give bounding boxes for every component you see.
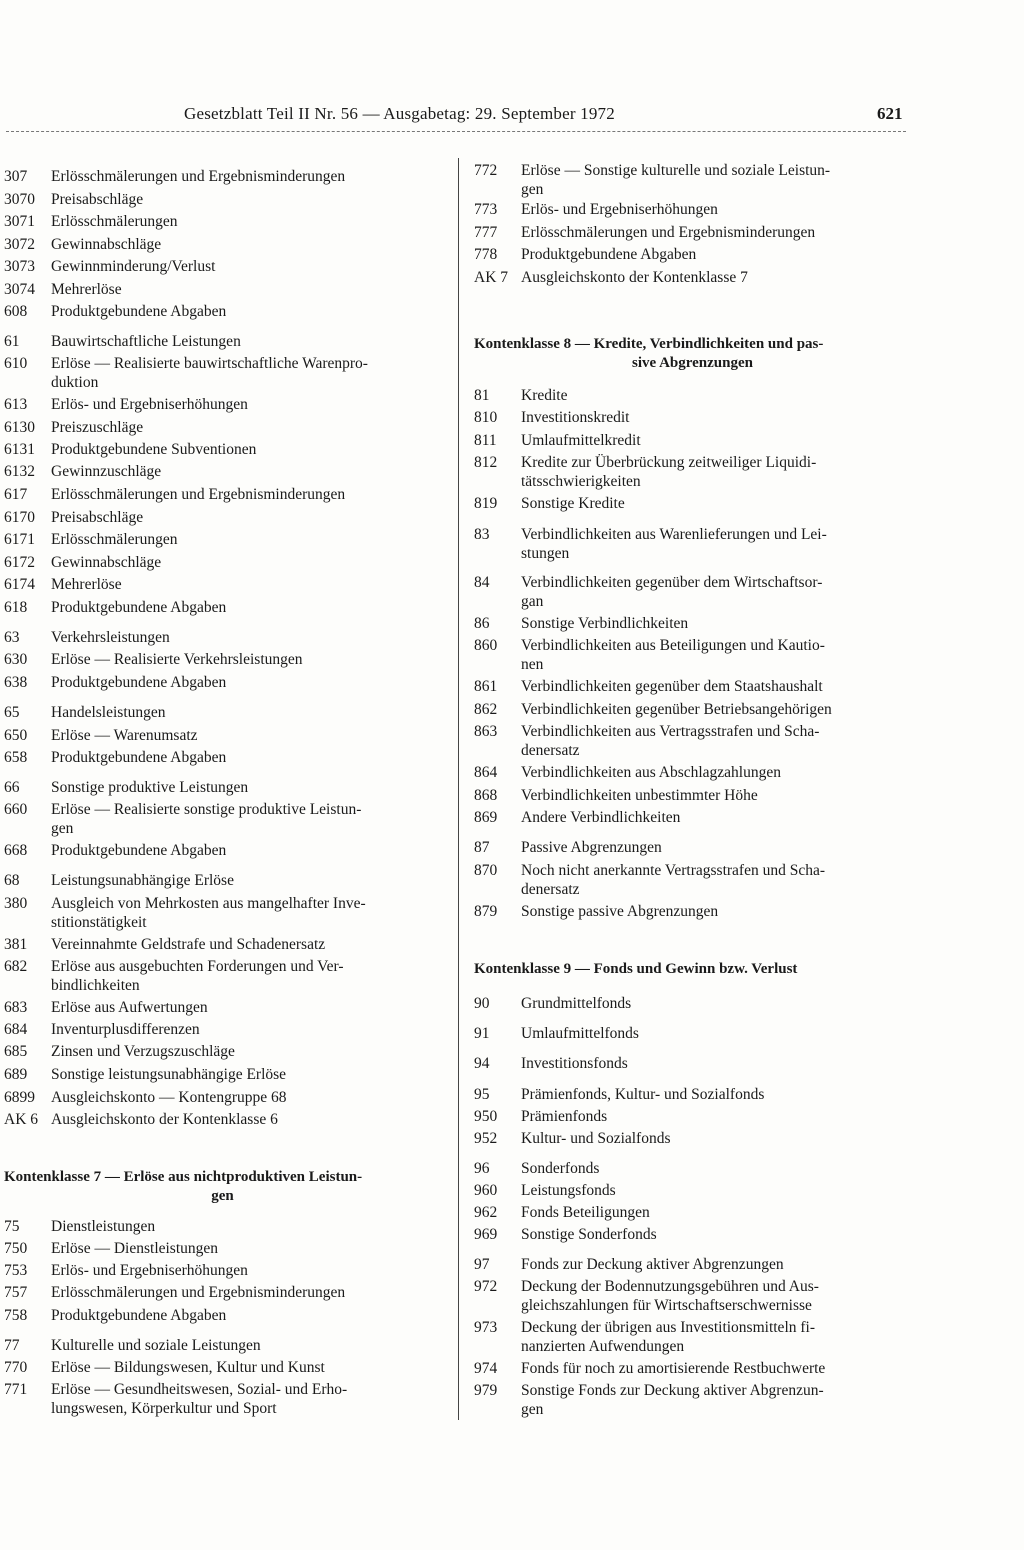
account-label-line: Verbindlichkeiten gegenüber dem Staatshaushalt <box>521 678 823 695</box>
account-entry <box>0 574 911 611</box>
account-label-line: Gewinnabschläge <box>51 236 162 253</box>
account-label-line: Verbindlichkeiten unbestimmter Höhe <box>521 787 758 804</box>
account-label-line: Preiszuschläge <box>51 419 144 436</box>
account-label-line: nanzierten Aufwendungen <box>521 1337 685 1355</box>
account-label <box>51 303 441 322</box>
account-code: 772 <box>474 162 498 179</box>
account-code: 630 <box>4 651 28 668</box>
account-code: 75 <box>4 1218 20 1235</box>
account-code: 870 <box>474 862 498 879</box>
account-label-line: gan <box>521 592 544 610</box>
account-code: AK 7 <box>474 269 509 286</box>
account-label-line: nen <box>521 655 544 673</box>
account-label-line: Inventurplusdifferenzen <box>51 1021 200 1038</box>
account-label-line: Investitionsfonds <box>521 1055 628 1072</box>
account-label <box>521 526 911 563</box>
account-code: 684 <box>4 1021 28 1038</box>
account-code: 860 <box>474 637 498 654</box>
account-code: 862 <box>474 701 498 718</box>
account-code: 869 <box>474 809 498 826</box>
account-label <box>521 862 911 899</box>
account-entry <box>0 1226 911 1245</box>
account-label-line: duktion <box>51 373 99 391</box>
account-entry <box>0 839 911 858</box>
account-label-line: Fonds zur Deckung aktiver Abgrenzungen <box>521 1256 784 1273</box>
account-label-line: Kredite zur Überbrückung zeitweiliger Liquidi- <box>521 454 817 471</box>
account-label-line: Gewinnabschläge <box>51 554 162 571</box>
account-code: 682 <box>4 958 28 975</box>
account-code: 6174 <box>4 576 35 593</box>
account-label <box>521 1382 911 1419</box>
account-entry <box>0 1182 911 1201</box>
account-label <box>521 903 911 922</box>
account-label-line: Produktgebundene Abgaben <box>51 842 227 859</box>
account-label <box>521 1160 911 1179</box>
account-entry <box>0 1130 911 1149</box>
account-label <box>521 495 911 514</box>
account-label-line: gen <box>51 819 74 837</box>
account-code: 618 <box>4 599 28 616</box>
account-code: 66 <box>4 779 20 796</box>
account-label-line: Umlaufmittelkredit <box>521 432 641 449</box>
section-heading-line: gen <box>211 1187 234 1204</box>
account-label-line: Produktgebundene Abgaben <box>51 674 227 691</box>
account-code: 810 <box>474 409 498 426</box>
account-label <box>521 723 911 760</box>
account-entry <box>0 809 911 828</box>
account-code: 758 <box>4 1307 28 1324</box>
account-code: 658 <box>4 749 28 766</box>
account-code: 960 <box>474 1182 498 1199</box>
account-entry <box>0 495 911 514</box>
account-label <box>51 958 441 995</box>
account-code: 863 <box>474 723 498 740</box>
account-label-line: Erlösschmälerungen und Ergebnisminderungen <box>51 486 346 503</box>
account-code: 6130 <box>4 419 35 436</box>
account-code: 83 <box>474 526 490 543</box>
account-entry <box>0 162 911 199</box>
account-entry <box>0 224 911 243</box>
account-code: 660 <box>4 801 28 818</box>
account-code: 969 <box>474 1226 498 1243</box>
account-label <box>521 839 911 858</box>
account-label-line: Erlösschmälerungen und Ergebnisminderungen <box>51 168 346 185</box>
account-label-line: Vereinnahmte Geldstrafe und Schadenersatz <box>51 936 326 953</box>
account-label <box>521 1278 911 1315</box>
account-label-line: Ausgleichskonto der Kontenklasse 7 <box>521 269 748 286</box>
account-code: 974 <box>474 1360 498 1377</box>
account-code: 771 <box>4 1381 28 1398</box>
account-label-line: Mehrerlöse <box>51 281 122 298</box>
account-code: 868 <box>474 787 498 804</box>
account-code: 6131 <box>4 441 35 458</box>
account-label-line: Erlöse — Realisierte Verkehrsleistungen <box>51 651 303 668</box>
account-entry <box>0 1360 911 1379</box>
account-label-line: Verbindlichkeiten aus Warenlieferungen und Lei- <box>521 526 827 543</box>
account-code: 979 <box>474 1382 498 1399</box>
account-label <box>521 1256 911 1275</box>
page-header-title: Gesetzblatt Teil II Nr. 56 — Ausgabetag: 29. September 1972 <box>184 104 615 123</box>
account-label <box>521 1025 911 1044</box>
account-label-line: Erlöse — Bildungswesen, Kultur und Kunst <box>51 1359 325 1376</box>
account-label-line: Prämienfonds <box>521 1108 608 1125</box>
account-label-line: Produktgebundene Abgaben <box>521 246 697 263</box>
section-heading-line: sive Abgrenzungen <box>632 354 753 371</box>
account-label-line: Verbindlichkeiten aus Abschlagzahlungen <box>521 764 781 781</box>
account-label-line: Erlöse — Sonstige kulturelle und soziale Leistun- <box>521 162 831 179</box>
account-label <box>521 1130 911 1149</box>
account-label-line: Deckung der übrigen aus Investitionsmitteln fi- <box>521 1319 816 1336</box>
account-label <box>521 224 911 243</box>
account-label-line: Erlösschmälerungen <box>51 531 178 548</box>
account-code: 683 <box>4 999 28 1016</box>
account-code: 65 <box>4 704 20 721</box>
account-entry <box>0 269 911 288</box>
account-label-line: Erlösschmälerungen und Ergebnisminderungen <box>51 1284 346 1301</box>
account-label-line: Zinsen und Verzugszuschläge <box>51 1043 235 1060</box>
account-label-line: Gewinnminderung/Verlust <box>51 258 216 275</box>
account-label-line: Kredite <box>521 387 568 404</box>
page-number: 621 <box>877 104 903 123</box>
account-entry <box>0 615 911 634</box>
account-label-line: Passive Abgrenzungen <box>521 839 662 856</box>
account-label-line: Fonds Beteiligungen <box>521 1204 650 1221</box>
account-code: 685 <box>4 1043 28 1060</box>
account-label-line: Produktgebundene Abgaben <box>51 1307 227 1324</box>
account-label-line: Erlöse — Warenumsatz <box>51 727 198 744</box>
account-label-line: Kultur- und Sozialfonds <box>521 1130 671 1147</box>
account-label <box>521 678 911 697</box>
account-label-line: Gewinnzuschläge <box>51 463 162 480</box>
account-entry <box>0 764 911 783</box>
account-label-line: Verkehrsleistungen <box>51 629 170 646</box>
account-entry <box>0 333 441 352</box>
account-label-line: Verbindlichkeiten aus Vertragsstrafen und Scha- <box>521 723 820 740</box>
account-label-line: Ausgleichskonto — Kontengruppe 68 <box>51 1089 287 1106</box>
account-label-line: Fonds für noch zu amortisierende Restbuchwerte <box>521 1360 826 1377</box>
account-code: 608 <box>4 303 28 320</box>
account-label-line: Erlöse — Realisierte sonstige produktive Leistun- <box>51 801 362 818</box>
account-label-line: Verbindlichkeiten aus Beteiligungen und Kautio- <box>521 637 825 654</box>
account-code: 962 <box>474 1204 498 1221</box>
account-code: 650 <box>4 727 28 744</box>
account-label <box>521 246 911 265</box>
account-code: 610 <box>4 355 28 372</box>
account-code: 3074 <box>4 281 35 298</box>
account-code: 3072 <box>4 236 35 253</box>
account-label-line: Andere Verbindlichkeiten <box>521 809 681 826</box>
account-label <box>521 432 911 451</box>
account-code: 3071 <box>4 213 35 230</box>
account-entry <box>0 1055 911 1074</box>
account-code: 87 <box>474 839 490 856</box>
account-label-line: denersatz <box>521 880 580 898</box>
account-code: 6132 <box>4 463 35 480</box>
account-label <box>521 637 911 674</box>
account-code: 94 <box>474 1055 490 1072</box>
account-label-line: Produktgebundene Subventionen <box>51 441 257 458</box>
account-code: 973 <box>474 1319 498 1336</box>
account-label <box>521 387 911 406</box>
account-label <box>521 1055 911 1074</box>
account-code: 879 <box>474 903 498 920</box>
account-entry <box>0 1319 911 1356</box>
account-label-line: Sonstige leistungsunabhängige Erlöse <box>51 1066 287 1083</box>
account-code: 6172 <box>4 554 35 571</box>
account-entry <box>0 678 911 697</box>
account-label-line: bindlichkeiten <box>51 976 140 994</box>
account-code: 95 <box>474 1086 490 1103</box>
account-entry <box>0 1278 911 1315</box>
account-label-line: Ausgleichskonto der Kontenklasse 6 <box>51 1111 278 1128</box>
account-code: 77 <box>4 1337 20 1354</box>
account-code: 638 <box>4 674 28 691</box>
account-code: 617 <box>4 486 28 503</box>
account-label-line: Handelsleistungen <box>51 704 166 721</box>
account-label-line: Sonstige Fonds zur Deckung aktiver Abgrenzun- <box>521 1382 824 1399</box>
account-entry <box>0 303 441 322</box>
section-heading <box>474 960 911 979</box>
account-label-line: gen <box>521 1400 544 1418</box>
account-label <box>521 1108 911 1127</box>
account-code: 6899 <box>4 1089 35 1106</box>
account-label-line: gen <box>521 180 544 198</box>
account-code: 84 <box>474 574 490 591</box>
account-entry <box>0 936 441 955</box>
account-label-line: Prämienfonds, Kultur- und Sozialfonds <box>521 1086 765 1103</box>
account-label <box>521 1204 911 1223</box>
account-label <box>521 615 911 634</box>
account-label-line: gleichszahlungen für Wirtschaftserschwernisse <box>521 1296 812 1314</box>
account-entry <box>0 1256 911 1275</box>
account-code: 811 <box>474 432 497 449</box>
account-entry <box>0 1382 911 1419</box>
account-code: 950 <box>474 1108 498 1125</box>
account-code: 307 <box>4 168 28 185</box>
account-code: 972 <box>474 1278 498 1295</box>
account-label-line: Erlös- und Ergebniserhöhungen <box>51 396 248 413</box>
account-code: 812 <box>474 454 498 471</box>
account-label-line: Leistungsunabhängige Erlöse <box>51 872 234 889</box>
account-label-line: Erlöse — Realisierte bauwirtschaftliche Warenpro- <box>51 355 368 372</box>
account-entry <box>0 1086 911 1105</box>
account-label <box>521 787 911 806</box>
account-label-line: Erlöse aus Aufwertungen <box>51 999 208 1016</box>
account-code: 91 <box>474 1025 490 1042</box>
account-label-line: Erlös- und Ergebniserhöhungen <box>51 1262 248 1279</box>
account-label-line: Grundmittelfonds <box>521 995 632 1012</box>
account-code: 6170 <box>4 509 35 526</box>
account-label-line: Verbindlichkeiten gegenüber dem Wirtschaftsor- <box>521 574 823 591</box>
account-label-line: stitionstätigkeit <box>51 913 147 931</box>
account-label-line: denersatz <box>521 741 580 759</box>
account-label-line: Sonderfonds <box>521 1160 600 1177</box>
account-code: 753 <box>4 1262 28 1279</box>
account-entry <box>0 723 911 760</box>
account-label <box>521 995 911 1014</box>
account-label <box>521 809 911 828</box>
account-label-line: Erlöse aus ausgebuchten Forderungen und Ver- <box>51 958 344 975</box>
account-label <box>521 409 911 428</box>
account-entry <box>0 862 911 899</box>
page-header <box>0 104 1024 130</box>
account-label <box>521 574 911 611</box>
account-code: 380 <box>4 895 28 912</box>
account-code: 3073 <box>4 258 35 275</box>
account-entry <box>0 995 911 1014</box>
account-code: 63 <box>4 629 20 646</box>
account-label-line: Leistungsfonds <box>521 1182 616 1199</box>
account-code: 757 <box>4 1284 28 1301</box>
account-label-line: Erlösschmälerungen und Ergebnisminderungen <box>521 224 816 241</box>
account-code: 97 <box>474 1256 490 1273</box>
account-label <box>521 701 911 720</box>
account-label-line: stungen <box>521 544 570 562</box>
account-label-line: Sonstige Sonderfonds <box>521 1226 657 1243</box>
account-label-line: Sonstige Kredite <box>521 495 625 512</box>
account-entry <box>0 903 911 922</box>
account-code: 777 <box>474 224 498 241</box>
account-label-line: Produktgebundene Abgaben <box>51 303 227 320</box>
account-label-line: Preisabschläge <box>51 509 144 526</box>
account-label <box>51 333 441 352</box>
account-label <box>521 1226 911 1245</box>
account-entry <box>0 246 911 265</box>
account-entry <box>0 1160 911 1179</box>
account-label <box>521 201 911 220</box>
account-label <box>521 1319 911 1356</box>
account-entry <box>0 637 911 674</box>
account-label-line: lungswesen, Körperkultur und Sport <box>51 1399 277 1417</box>
account-entry <box>0 526 911 563</box>
account-entry <box>0 1204 911 1223</box>
account-label-line: Sonstige Verbindlichkeiten <box>521 615 689 632</box>
account-label-line: Umlaufmittelfonds <box>521 1025 639 1042</box>
account-code: 381 <box>4 936 28 953</box>
account-code: 819 <box>474 495 498 512</box>
account-label <box>521 162 911 199</box>
account-entry <box>0 701 911 720</box>
account-code: 68 <box>4 872 20 889</box>
account-code: 86 <box>474 615 490 632</box>
account-entry <box>0 409 911 428</box>
account-code: 61 <box>4 333 20 350</box>
account-label <box>521 269 911 288</box>
account-code: AK 6 <box>4 1111 39 1128</box>
account-code: 96 <box>474 1160 490 1177</box>
account-label-line: Dienstleistungen <box>51 1218 156 1235</box>
account-code: 90 <box>474 995 490 1012</box>
account-code: 864 <box>474 764 498 781</box>
account-code: 3070 <box>4 191 35 208</box>
account-entry <box>0 1108 911 1127</box>
account-label-line: Sonstige passive Abgrenzungen <box>521 903 719 920</box>
account-code: 861 <box>474 678 498 695</box>
account-label <box>521 1360 911 1379</box>
account-label <box>521 454 911 491</box>
account-code: 952 <box>474 1130 498 1147</box>
account-label-line: Produktgebundene Abgaben <box>51 599 227 616</box>
account-label-line: Kulturelle und soziale Leistungen <box>51 1337 261 1354</box>
section-heading <box>474 335 911 372</box>
account-code: 6171 <box>4 531 35 548</box>
section-heading-line: Kontenklasse 7 — Erlöse aus nichtproduktiven Leistun- <box>4 1169 363 1185</box>
account-code: 689 <box>4 1066 28 1083</box>
account-label-line: Bauwirtschaftliche Leistungen <box>51 333 241 350</box>
account-label-line: Erlös- und Ergebniserhöhungen <box>521 201 718 218</box>
account-entry <box>0 201 911 220</box>
account-label-line: Sonstige produktive Leistungen <box>51 779 249 796</box>
account-label-line: Deckung der Bodennutzungsgebühren und Aus- <box>521 1278 819 1295</box>
account-code: 773 <box>474 201 498 218</box>
account-label-line: Produktgebundene Abgaben <box>51 749 227 766</box>
account-label-line: Erlösschmälerungen <box>51 213 178 230</box>
account-label-line: Verbindlichkeiten gegenüber Betriebsangehörigen <box>521 701 832 718</box>
account-label-line: Mehrerlöse <box>51 576 122 593</box>
account-label-line: tätsschwierigkeiten <box>521 472 641 490</box>
account-code: 778 <box>474 246 498 263</box>
account-code: 770 <box>4 1359 28 1376</box>
account-label-line: Preisabschläge <box>51 191 144 208</box>
account-entry <box>0 1025 911 1044</box>
account-entry <box>0 958 441 995</box>
account-code: 750 <box>4 1240 28 1257</box>
account-label <box>521 1086 911 1105</box>
account-label-line: Investitionskredit <box>521 409 630 426</box>
account-code: 668 <box>4 842 28 859</box>
account-label-line: Erlöse — Gesundheitswesen, Sozial- und Erho- <box>51 1381 348 1398</box>
account-label-line: Ausgleich von Mehrkosten aus mangelhafter Inve- <box>51 895 366 912</box>
account-entry <box>0 387 911 406</box>
account-entry <box>0 454 911 491</box>
section-heading-line: Kontenklasse 8 — Kredite, Verbindlichkeiten und pas- <box>474 336 824 352</box>
section-heading-line: Kontenklasse 9 — Fonds und Gewinn bzw. Verlust <box>474 961 798 977</box>
header-rule <box>6 131 906 132</box>
account-code: 81 <box>474 387 490 404</box>
account-entry <box>0 787 911 806</box>
account-label-line: Erlöse — Dienstleistungen <box>51 1240 219 1257</box>
account-label <box>521 764 911 783</box>
account-entry <box>0 432 911 451</box>
account-code: 613 <box>4 396 28 413</box>
account-label <box>521 1182 911 1201</box>
account-label-line: Noch nicht anerkannte Vertragsstrafen und Scha- <box>521 862 826 879</box>
account-label <box>51 936 441 955</box>
